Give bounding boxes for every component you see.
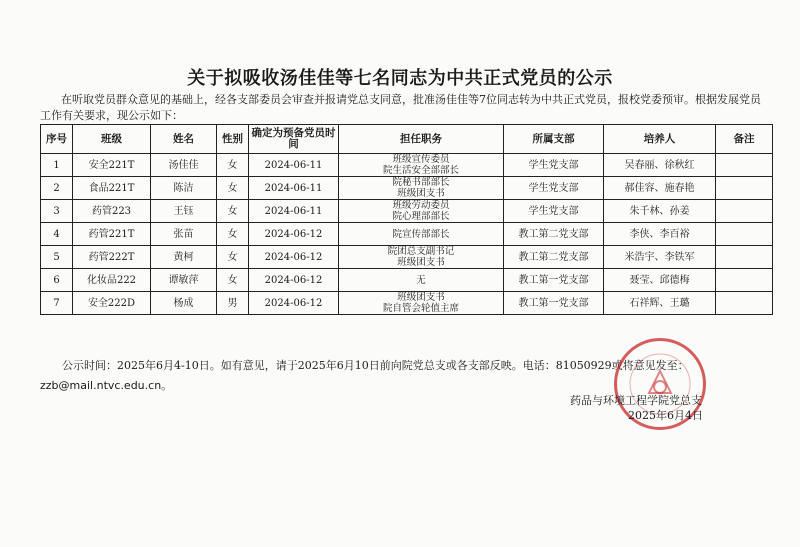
position-line: 院团总支副书记 bbox=[387, 246, 455, 257]
cell-date: 2024-06-11 bbox=[249, 154, 339, 177]
cell-gender: 女 bbox=[217, 154, 249, 177]
cell-class: 药管223 bbox=[73, 200, 151, 223]
position-line: 班级团支书 bbox=[397, 292, 445, 303]
cell-branch: 教工第一党支部 bbox=[504, 269, 604, 292]
position-line: 院生活安全部部长 bbox=[382, 165, 459, 176]
document-title: 关于拟吸收汤佳佳等七名同志为中共正式党员的公示 bbox=[187, 68, 613, 89]
cell-branch: 教工第二党支部 bbox=[504, 246, 604, 269]
cell-date: 2024-06-12 bbox=[249, 269, 339, 292]
cell-mentor: 李侠、李百裕 bbox=[604, 223, 716, 246]
position-line: 班级团支书 bbox=[397, 188, 445, 199]
cell-date: 2024-06-12 bbox=[249, 292, 339, 315]
cell-note bbox=[716, 154, 773, 177]
cell-name: 谭敏萍 bbox=[151, 269, 217, 292]
table-row bbox=[41, 154, 773, 177]
issue-date: 2025年6月4日 bbox=[628, 409, 703, 422]
cell-no: 3 bbox=[41, 200, 73, 223]
cell-note bbox=[716, 223, 773, 246]
position-line: 无 bbox=[416, 274, 426, 286]
header-no: 序号 bbox=[41, 125, 73, 154]
cell-position bbox=[339, 200, 504, 223]
cell-branch: 学生党支部 bbox=[504, 177, 604, 200]
cell-position bbox=[339, 154, 504, 177]
intro-paragraph: 在听取党员群众意见的基础上，经各支部委员会审查并报请党总支同意，批准汤佳佳等7位同志转为中共正式党员，报校党委预审。根据发展党员工作有关要求，现公示如下： bbox=[40, 93, 761, 122]
cell-name: 陈洁 bbox=[151, 177, 217, 200]
cell-name: 杨成 bbox=[151, 292, 217, 315]
cell-note bbox=[716, 246, 773, 269]
header-name: 姓名 bbox=[151, 125, 217, 154]
footer-notice: 公示时间：2025年6月4-10日。如有意见，请于2025年6月10日前向院党总支或各支部反映。电话：81050929或将意见发至： bbox=[62, 359, 689, 372]
cell-gender: 女 bbox=[217, 246, 249, 269]
position-line: 班级团支书 bbox=[397, 257, 445, 268]
position-line: 院心理部部长 bbox=[392, 211, 450, 222]
cell-no: 4 bbox=[41, 223, 73, 246]
position-line: 班级劳动委员 bbox=[392, 200, 450, 211]
cell-class: 安全222D bbox=[73, 292, 151, 315]
header-mentor: 培养人 bbox=[604, 125, 716, 154]
header-position: 担任职务 bbox=[339, 125, 504, 154]
cell-mentor: 郝佳容、施春艳 bbox=[604, 177, 716, 200]
table-row bbox=[41, 223, 773, 246]
cell-position bbox=[339, 269, 504, 292]
cell-note bbox=[716, 200, 773, 223]
cell-branch: 学生党支部 bbox=[504, 200, 604, 223]
cell-note bbox=[716, 269, 773, 292]
cell-mentor: 聂莹、邱德梅 bbox=[604, 269, 716, 292]
cell-branch: 学生党支部 bbox=[504, 154, 604, 177]
cell-mentor: 石祥辉、王璐 bbox=[604, 292, 716, 315]
cell-name: 张苗 bbox=[151, 223, 217, 246]
cell-note bbox=[716, 292, 773, 315]
contact-email[interactable]: zzb@mail.ntvc.edu.cn。 bbox=[40, 379, 173, 392]
cell-no: 6 bbox=[41, 269, 73, 292]
cell-no: 1 bbox=[41, 154, 73, 177]
table-row bbox=[41, 200, 773, 223]
cell-class: 药管221T bbox=[73, 223, 151, 246]
cell-no: 7 bbox=[41, 292, 73, 315]
cell-note bbox=[716, 177, 773, 200]
cell-date: 2024-06-11 bbox=[249, 200, 339, 223]
position-line: 院宣传部部长 bbox=[392, 228, 450, 240]
cell-mentor: 朱千林、孙姜 bbox=[604, 200, 716, 223]
cell-name: 黄柯 bbox=[151, 246, 217, 269]
header-date: 确定为预备党员时间 bbox=[249, 125, 339, 154]
header-class: 班级 bbox=[73, 125, 151, 154]
header-branch: 所属支部 bbox=[504, 125, 604, 154]
cell-class: 药管222T bbox=[73, 246, 151, 269]
issuing-organization: 药品与环境工程学院党总支 bbox=[570, 394, 702, 407]
cell-no: 5 bbox=[41, 246, 73, 269]
position-line: 院秘书部部长 bbox=[392, 177, 450, 188]
cell-position bbox=[339, 246, 504, 269]
table-row bbox=[41, 269, 773, 292]
position-line: 班级宣传委员 bbox=[392, 154, 450, 165]
header-gender: 性别 bbox=[217, 125, 249, 154]
cell-class: 食品221T bbox=[73, 177, 151, 200]
cell-name: 汤佳佳 bbox=[151, 154, 217, 177]
header-note: 备注 bbox=[716, 125, 773, 154]
cell-date: 2024-06-12 bbox=[249, 223, 339, 246]
cell-gender: 女 bbox=[217, 200, 249, 223]
cell-class: 化妆品222 bbox=[73, 269, 151, 292]
members-table bbox=[40, 124, 773, 315]
cell-position bbox=[339, 177, 504, 200]
cell-date: 2024-06-12 bbox=[249, 246, 339, 269]
cell-gender: 女 bbox=[217, 223, 249, 246]
cell-mentor: 米浩宇、李铁军 bbox=[604, 246, 716, 269]
cell-class: 安全221T bbox=[73, 154, 151, 177]
cell-name: 王钰 bbox=[151, 200, 217, 223]
table-row bbox=[41, 246, 773, 269]
cell-branch: 教工第二党支部 bbox=[504, 223, 604, 246]
cell-branch: 教工第一党支部 bbox=[504, 292, 604, 315]
cell-gender: 男 bbox=[217, 292, 249, 315]
cell-no: 2 bbox=[41, 177, 73, 200]
cell-gender: 女 bbox=[217, 269, 249, 292]
table-header-row bbox=[41, 125, 773, 154]
cell-gender: 女 bbox=[217, 177, 249, 200]
cell-position bbox=[339, 292, 504, 315]
cell-position bbox=[339, 223, 504, 246]
table-row bbox=[41, 292, 773, 315]
position-line: 院自管会轮值主席 bbox=[382, 303, 459, 314]
table-row bbox=[41, 177, 773, 200]
cell-date: 2024-06-11 bbox=[249, 177, 339, 200]
cell-mentor: 吴春丽、徐秋红 bbox=[604, 154, 716, 177]
